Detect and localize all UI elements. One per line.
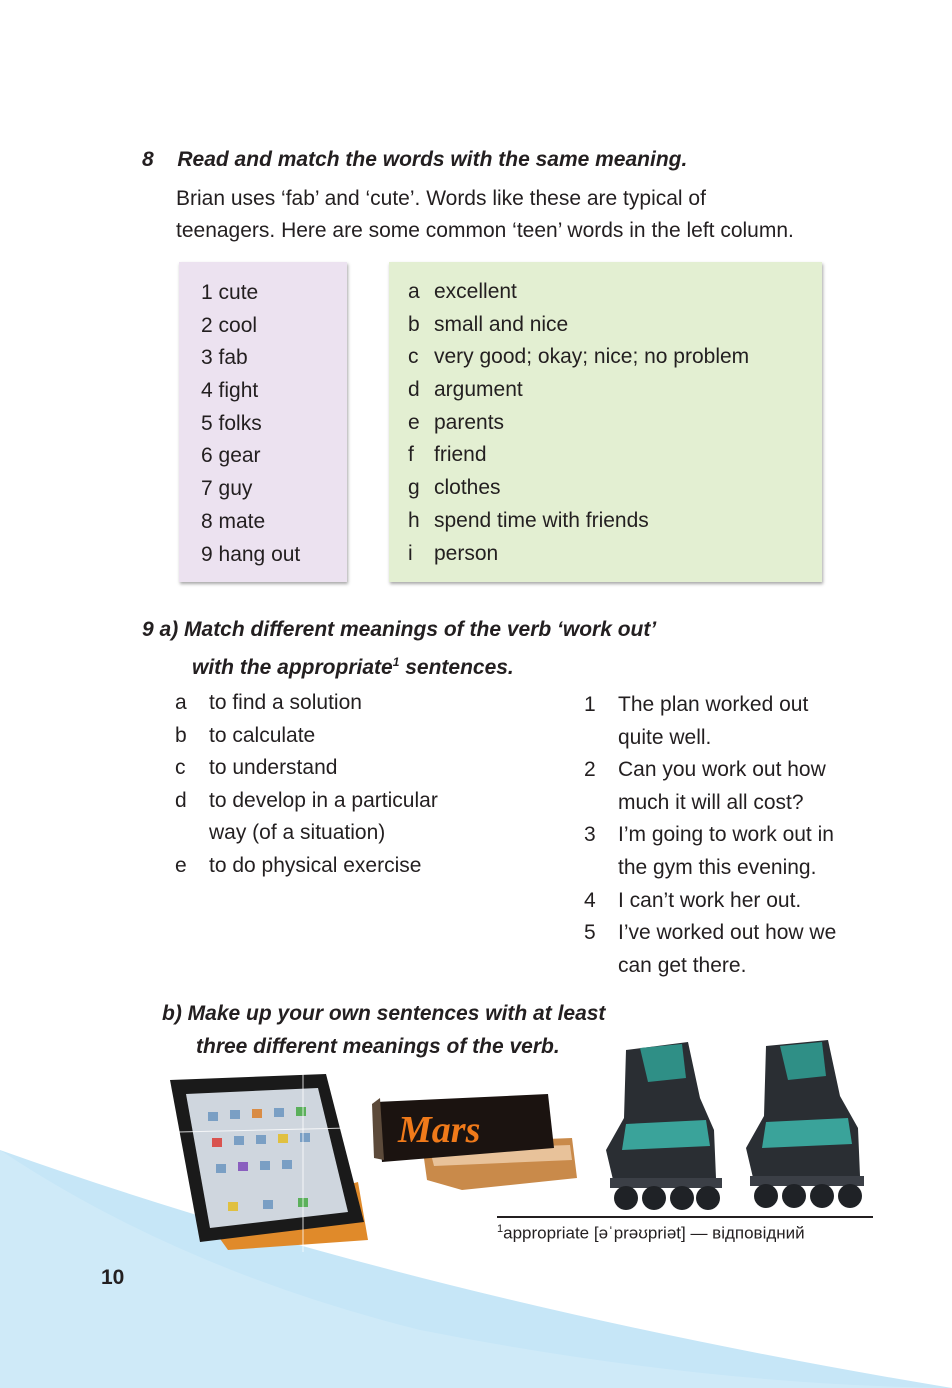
verb-meaning xyxy=(175,687,535,720)
teen-word-item: 7 guy xyxy=(201,477,253,501)
verb-meaning xyxy=(175,785,535,850)
chocolate-bar-photo xyxy=(372,1090,582,1200)
meaning-letter: d xyxy=(408,378,420,402)
teen-word-item: 1 cute xyxy=(201,281,259,304)
meaning-letter: h xyxy=(408,508,420,532)
meaning-text: parents xyxy=(434,410,505,434)
teen-words-list xyxy=(201,277,300,571)
meaning-letter: i xyxy=(408,541,413,565)
meaning-item xyxy=(408,309,749,342)
exercise-9a-heading xyxy=(142,614,656,684)
verb-meaning-line: way (of a situation) xyxy=(209,821,386,845)
example-sentence-marker: 5 xyxy=(584,921,596,945)
meaning-text: spend time with friends xyxy=(434,508,649,532)
footnote xyxy=(497,1223,805,1244)
verb-meaning-line: to find a solution xyxy=(209,691,362,714)
page-number: 10 xyxy=(101,1266,125,1289)
verb-meaning-line: to calculate xyxy=(209,723,316,747)
meaning-item xyxy=(408,505,749,538)
meaning-text: friend xyxy=(434,443,487,467)
meaning-item xyxy=(408,341,749,374)
meaning-text: excellent xyxy=(434,280,517,303)
meaning-letter: g xyxy=(408,476,420,500)
footnote-rule xyxy=(497,1216,873,1218)
footnote-marker: 1 xyxy=(392,655,400,669)
verb-meaning-marker: a xyxy=(175,691,187,714)
teen-word-item: 3 fab xyxy=(201,346,248,370)
teen-words-box xyxy=(179,262,347,582)
example-sentence-marker: 3 xyxy=(584,823,596,847)
intro-line: Brian uses ‘fab’ and ‘cute’. Words like these are typical of xyxy=(176,187,706,210)
title-text: sentences. xyxy=(399,656,514,679)
teen-word-item: 5 folks xyxy=(201,411,262,435)
meaning-letter: e xyxy=(408,410,420,434)
meaning-text: small and nice xyxy=(434,312,569,336)
meaning-text: clothes xyxy=(434,476,501,500)
exercise-9b-heading xyxy=(162,997,605,1063)
exercise-9b-title-line: b) Make up your own sentences with at least xyxy=(162,1002,606,1025)
verb-meaning xyxy=(175,752,535,785)
meaning-letter: b xyxy=(408,312,420,336)
example-sentence-line: Can you work out how xyxy=(618,758,826,782)
footnote-text: appropriate [əˈprəʊpriət] — відповідний xyxy=(503,1223,805,1243)
verb-meaning-marker: e xyxy=(175,853,187,877)
example-sentences-list xyxy=(584,689,924,982)
chocolate-logo: Mars xyxy=(398,1109,481,1151)
verb-meaning-line: to develop in a particular xyxy=(209,788,438,812)
meaning-letter: f xyxy=(408,443,414,467)
meanings-box xyxy=(389,262,822,582)
example-sentence xyxy=(584,689,924,754)
example-sentence-line: I can’t work her out. xyxy=(618,888,802,912)
inline-skates-photo xyxy=(596,1038,874,1214)
exercise-9a-title-line: 9 a) Match different meanings of the verb ‘work out’ xyxy=(142,618,657,641)
example-sentence xyxy=(584,917,924,982)
meaning-text: argument xyxy=(434,378,523,402)
meaning-item xyxy=(408,538,749,571)
example-sentence-line: much it will all cost? xyxy=(618,790,804,814)
tablet-photo xyxy=(168,1072,370,1252)
meaning-item xyxy=(408,276,749,309)
example-sentence-marker: 4 xyxy=(584,888,596,912)
verb-meaning-line: to do physical exercise xyxy=(209,853,422,877)
meaning-item xyxy=(408,439,749,472)
meaning-letter: a xyxy=(408,280,420,303)
teen-word-item: 9 hang out xyxy=(201,542,301,566)
exercise-8-heading xyxy=(142,148,687,172)
example-sentence xyxy=(584,885,924,918)
exercise-number: 8 xyxy=(142,148,154,171)
example-sentence-line: quite well. xyxy=(618,725,712,749)
meaning-item xyxy=(408,374,749,407)
verb-meanings-list xyxy=(175,687,535,883)
verb-meaning-marker: c xyxy=(175,756,186,780)
footnote-number: 1 xyxy=(497,1223,504,1235)
teen-word-item: 8 mate xyxy=(201,509,266,533)
meaning-item xyxy=(408,407,749,440)
verb-meaning xyxy=(175,720,535,753)
example-sentence-line: the gym this evening. xyxy=(618,855,817,879)
meaning-text: person xyxy=(434,541,499,565)
example-sentence xyxy=(584,819,924,884)
example-sentence-marker: 2 xyxy=(584,758,596,782)
exercise-title: Read and match the words with the same meaning. xyxy=(177,148,688,171)
intro-line: teenagers. Here are some common ‘teen’ words in the left column. xyxy=(176,219,794,242)
example-sentence-line: I’ve worked out how we xyxy=(618,921,837,945)
example-sentence xyxy=(584,754,924,819)
teen-word-item: 4 fight xyxy=(201,379,259,403)
exercise-9a-title-line xyxy=(142,646,656,684)
verb-meaning-line: to understand xyxy=(209,756,338,780)
teen-word-item: 2 cool xyxy=(201,313,258,337)
meaning-letter: c xyxy=(408,345,419,369)
verb-meaning-marker: d xyxy=(175,788,187,812)
example-sentence-line: can get there. xyxy=(618,953,747,977)
meaning-item xyxy=(408,472,749,505)
teen-word-item: 6 gear xyxy=(201,444,261,468)
example-sentence-line: The plan worked out xyxy=(618,693,809,716)
title-text: with the appropriate xyxy=(192,656,393,679)
exercise-9b-title-line: three different meanings of the verb. xyxy=(196,1035,560,1058)
verb-meaning xyxy=(175,850,535,883)
example-sentence-line: I’m going to work out in xyxy=(618,823,834,847)
verb-meaning-marker: b xyxy=(175,723,187,747)
meanings-list xyxy=(408,276,749,570)
example-sentence-marker: 1 xyxy=(584,693,596,716)
exercise-8-intro xyxy=(176,183,794,247)
meaning-text: very good; okay; nice; no problem xyxy=(434,345,750,369)
